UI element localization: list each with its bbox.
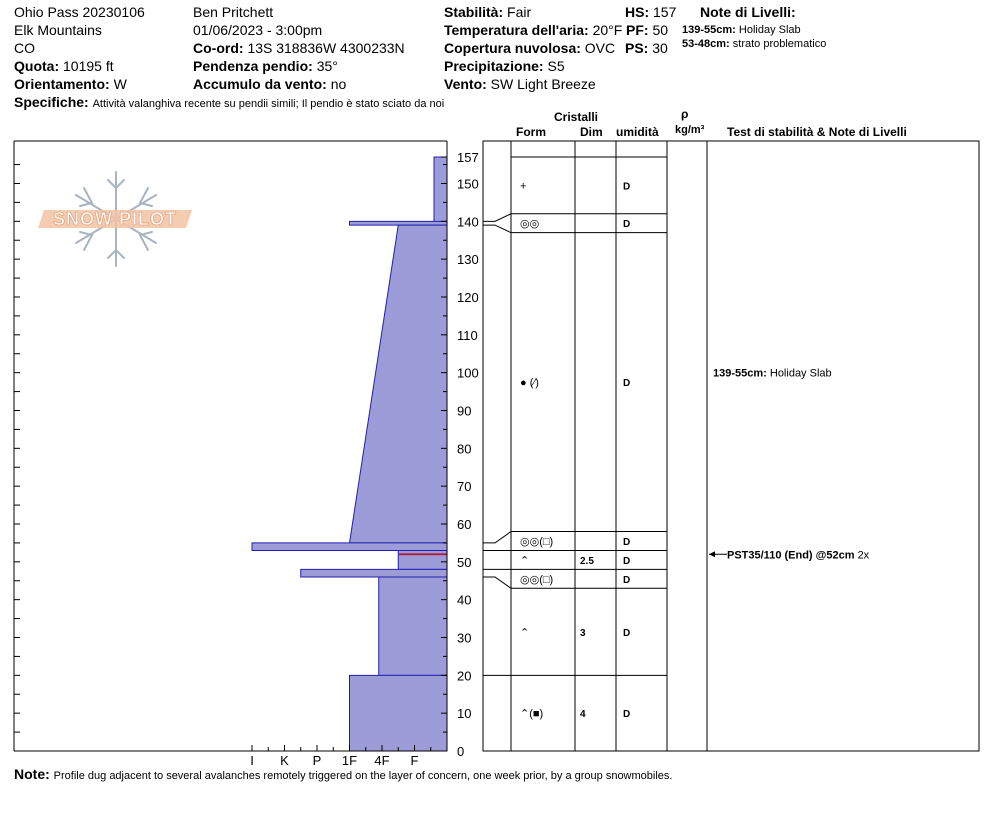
stability-value: Fair: [507, 4, 532, 20]
foot-penetration-label: PF:: [626, 22, 649, 38]
layer-note-range: 139-55cm:: [682, 24, 736, 36]
layer-connector: [483, 225, 511, 233]
hardness-layer: [434, 157, 447, 225]
layer-connector: [483, 214, 511, 222]
layer-notes-title: Note di Livelli:: [700, 4, 796, 20]
wind-loading-value: no: [330, 76, 347, 92]
specifics-value: Attività valanghiva recente su pendii simili; Il pendio è stato sciato da noi: [92, 98, 445, 110]
depth-tick-label: 30: [457, 630, 472, 646]
range-name: Elk Mountains: [14, 22, 102, 38]
crystal-size: 3: [580, 627, 586, 639]
density-symbol: ρ: [681, 107, 689, 121]
ski-penetration-label: PS:: [625, 40, 649, 56]
aspect-value: W: [113, 76, 127, 92]
coordinates-label: Co-ord:: [193, 40, 244, 56]
hardness-layer: [379, 577, 447, 675]
depth-tick-label: 70: [457, 479, 472, 495]
hardness-profile: [252, 157, 447, 751]
hardness-tick-label: F: [410, 753, 419, 768]
air-temperature-value: 20°F: [592, 22, 623, 38]
size-header: Dim: [580, 125, 603, 139]
crystal-form: ⌃: [520, 626, 530, 639]
depth-tick-label: 120: [457, 289, 479, 305]
layer-connector: [483, 532, 511, 543]
hardness-tick-label: I: [250, 753, 254, 768]
footer-note-text: Profile dug adjacent to several avalanches remotely triggered on the layer of concern, one week prior, by a group snowmobiles.: [53, 770, 673, 782]
hardness-tick-label: K: [280, 753, 289, 768]
wind-loading-label: Accumulo da vento:: [193, 76, 327, 92]
depth-tick-label: 10: [457, 706, 472, 722]
depth-tick-label: 50: [457, 554, 472, 570]
layer-note-range: 53-48cm:: [682, 38, 730, 50]
precipitation-value: S5: [547, 58, 565, 74]
annotation-text: Holiday Slab: [769, 367, 832, 380]
observation-datetime: 01/06/2023 - 3:00pm: [193, 22, 323, 38]
wetness-code: D: [623, 181, 631, 193]
wetness-code: D: [623, 219, 631, 231]
wetness-code: D: [623, 555, 631, 567]
wind-label: Vento:: [444, 76, 487, 92]
depth-tick-label: 110: [457, 327, 478, 343]
hardness-layer: [350, 675, 448, 751]
crystal-form: ◎◎(□): [520, 536, 554, 549]
hardness-layer: [350, 225, 448, 543]
wetness-code: D: [623, 709, 631, 721]
aspect-label: Orientamento:: [14, 76, 110, 92]
annotation-label: PST35/110 (End) @52cm: [727, 549, 858, 562]
elevation-value: 10195 ft: [63, 58, 114, 74]
hardness-tick-label: P: [312, 753, 322, 768]
depth-tick-label: 100: [457, 365, 479, 381]
wetness-code: D: [623, 378, 631, 390]
specifics-label: Specifiche:: [14, 94, 89, 110]
wetness-code: D: [623, 574, 631, 586]
coordinates-value: 13S 318836W 4300233N: [247, 40, 405, 56]
depth-tick-label: 20: [457, 668, 472, 684]
hardness-layer: [350, 221, 448, 225]
wetness-header: umidità: [616, 125, 659, 139]
snow-height-value: 157: [653, 4, 677, 20]
hardness-tick-label: 4F: [374, 753, 390, 768]
crystal-form: ◎◎(□): [520, 573, 554, 586]
form-header: Form: [516, 125, 546, 139]
depth-tick-label: 60: [457, 516, 472, 532]
depth-tick-label: 130: [457, 252, 479, 268]
depth-tick-label: 150: [457, 176, 479, 192]
wetness-code: D: [623, 537, 631, 549]
hardness-tick-label: 1F: [341, 753, 358, 768]
annotation-label: 139-55cm:: [713, 367, 770, 380]
depth-tick-label: 80: [457, 441, 472, 457]
slope-angle-label: Pendenza pendio:: [193, 58, 313, 74]
layer-note-text: strato problematico: [732, 38, 827, 50]
logo-text: SNOW PILOT: [53, 209, 177, 229]
layer-table: [483, 141, 979, 751]
crystal-form: +: [520, 180, 527, 193]
layer-note-text: Holiday Slab: [738, 24, 801, 36]
crystal-form: ● (⁄): [520, 377, 539, 390]
depth-tick-label: 140: [457, 214, 479, 230]
foot-penetration-value: 50: [652, 22, 669, 38]
stability-label: Stabilità:: [444, 4, 504, 20]
cloud-cover-label: Copertura nuvolosa:: [444, 40, 581, 56]
crystal-form: ⌃: [520, 554, 530, 567]
stability-tests-header: Test di stabilità & Note di Livelli: [727, 125, 907, 139]
crystal-size: 4: [580, 709, 586, 721]
test-arrow-head: [709, 551, 715, 557]
layer-connector: [483, 577, 511, 588]
footer-note-label: Note:: [14, 766, 50, 782]
crystal-form: ⌃(■): [520, 708, 544, 721]
observer-name: Ben Pritchett: [193, 4, 274, 20]
depth-tick-label: 0: [457, 744, 465, 759]
slope-angle-value: 35°: [316, 58, 338, 74]
crystal-size: 2.5: [580, 555, 594, 567]
depth-tick-label: 157: [457, 150, 479, 165]
wind-value: SW Light Breeze: [490, 76, 596, 92]
crystals-header: Cristalli: [554, 110, 599, 124]
hardness-layer: [252, 543, 447, 551]
hardness-layer: [301, 569, 447, 577]
air-temperature-label: Temperatura dell'aria:: [444, 22, 589, 38]
depth-tick-label: 90: [457, 403, 472, 419]
layer-annotation: [727, 549, 870, 561]
ski-penetration-value: 30: [652, 40, 668, 56]
elevation-label: Quota:: [14, 58, 60, 74]
density-unit: kg/m³: [675, 124, 705, 136]
precipitation-label: Precipitazione:: [444, 58, 544, 74]
snow-pilot-logo: [38, 172, 192, 266]
snow-height-label: HS:: [625, 4, 650, 20]
depth-tick-label: 40: [457, 592, 472, 608]
site-name: Ohio Pass 20230106: [14, 4, 145, 20]
layer-annotation: [713, 368, 832, 380]
state-name: CO: [14, 40, 35, 56]
wetness-code: D: [623, 627, 631, 639]
crystal-form: ◎◎: [520, 218, 540, 231]
annotation-text: 2x: [857, 549, 870, 562]
cloud-cover-value: OVC: [584, 40, 616, 56]
